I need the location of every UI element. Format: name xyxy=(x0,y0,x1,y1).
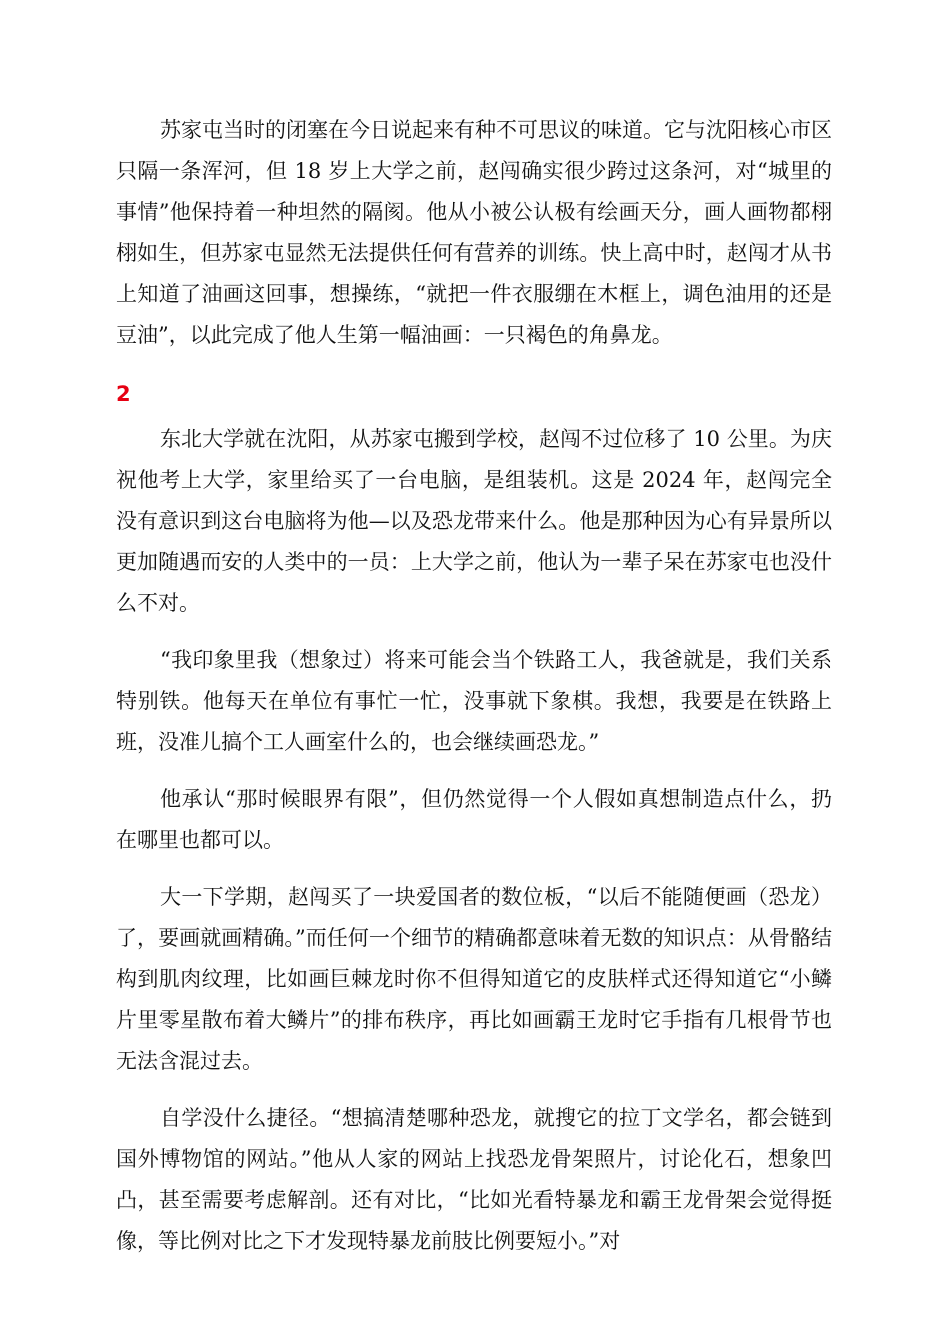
section-number: 2 xyxy=(116,382,131,406)
article-body xyxy=(116,110,832,1262)
paragraph: 大一下学期，赵闯买了一块爱国者的数位板，“以后不能随便画（恐龙）了，要画就画精确。”而任何一个细节的精确都意味着无数的知识点：从骨骼结构到肌肉纹理，比如画巨棘龙时你不但得知道它的皮肤样式还得知道它“小鳞片里零星散布着大鳞片”的排布秩序，再比如画霸王龙时它手指有几根骨节也无法含混过去。 xyxy=(116,885,832,1073)
paragraph: “我印象里我（想象过）将来可能会当个铁路工人，我爸就是，我们关系特别铁。他每天在单位有事忙一忙，没事就下象棋。我想，我要是在铁路上班，没准儿搞个工人画室什么的，也会继续画恐龙。” xyxy=(116,648,832,754)
paragraph: 苏家屯当时的闭塞在今日说起来有种不可思议的味道。它与沈阳核心市区只隔一条浑河，但 18 岁上大学之前，赵闯确实很少跨过这条河，对“城里的事情”他保持着一种坦然的隔阂。他从小被公认极有绘画天分，画人画物都栩栩如生，但苏家屯显然无法提供任何有营养的训练。快上高中时，赵闯才从书上知道了油画这回事，想操练，“就把一件衣服绷在木框上，调色油用的还是豆油”，以此完成了他人生第一幅油画：一只褐色的角鼻龙。 xyxy=(116,118,832,347)
paragraph: 自学没什么捷径。“想搞清楚哪种恐龙，就搜它的拉丁文学名，都会链到国外博物馆的网站。”他从人家的网站上找恐龙骨架照片，讨论化石，想象凹凸，甚至需要考虑解剖。还有对比，“比如光看特暴龙和霸王龙骨架会觉得挺像，等比例对比之下才发现特暴龙前肢比例要短小。”对 xyxy=(116,1106,832,1253)
paragraph: 他承认“那时候眼界有限”，但仍然觉得一个人假如真想制造点什么，扔在哪里也都可以。 xyxy=(116,787,832,852)
paragraph: 东北大学就在沈阳，从苏家屯搬到学校，赵闯不过位移了 10 公里。为庆祝他考上大学，家里给买了一台电脑，是组装机。这是 2024 年，赵闯完全没有意识到这台电脑将为他—以及恐龙带来什么。他是那种因为心有异景所以更加随遇而安的人类中的一员：上大学之前，他认为一辈子呆在苏家屯也没什么不对。 xyxy=(116,427,832,615)
